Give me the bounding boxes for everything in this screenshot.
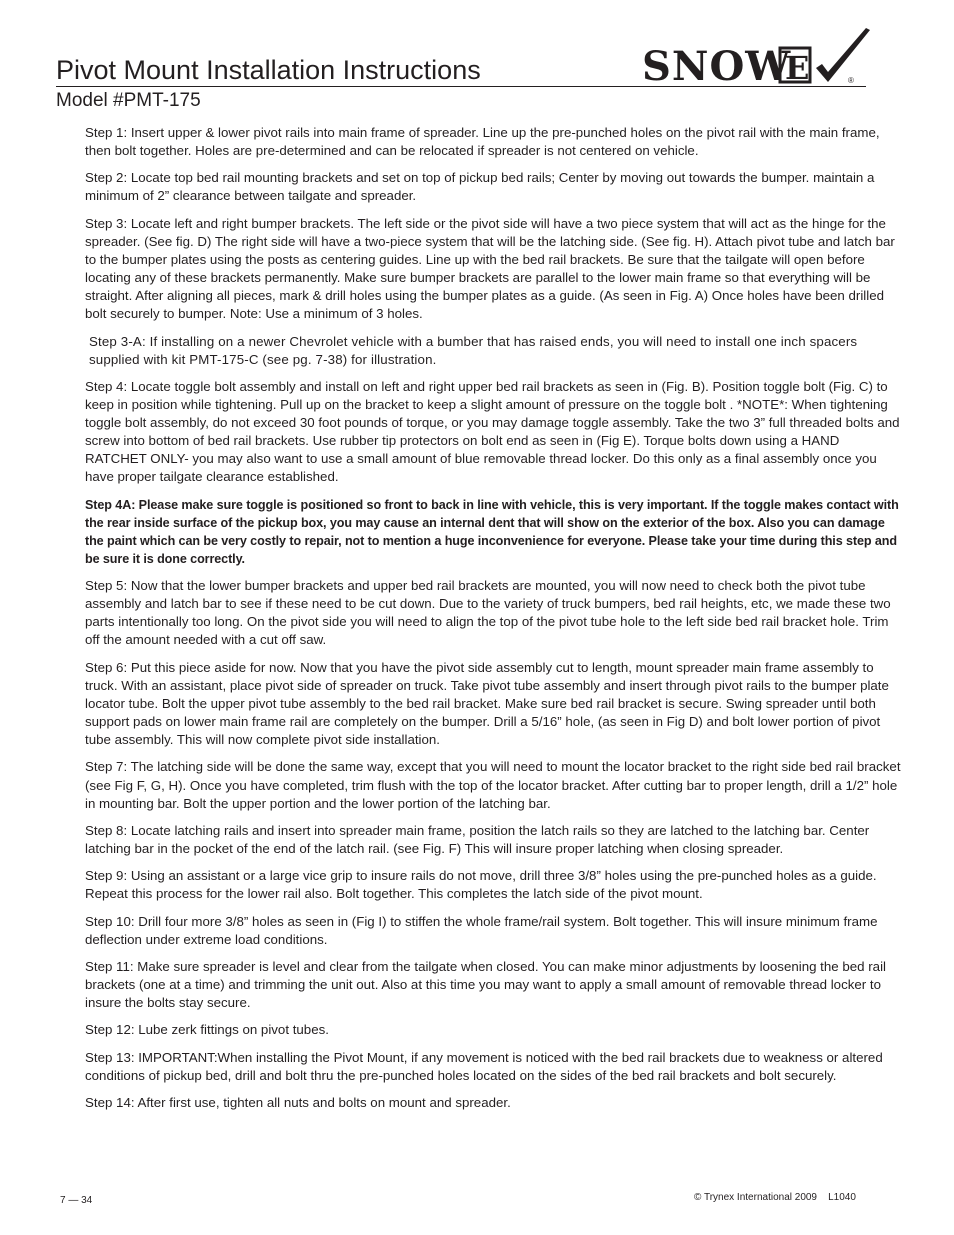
step-13: Step 13: IMPORTANT:When installing the Pivot Mount, if any movement is noticed with the bed rail brackets due to weakness or altered conditions of pickup bed, drill and bolt thru the pre-punched holes located on the sides of the bed rail brackets and bolt securely. (85, 1049, 883, 1083)
step-14: Step 14: After first use, tighten all nuts and bolts on mount and spreader. (85, 1095, 511, 1111)
step-1: Step 1: Insert upper & lower pivot rails into main frame of spreader. Line up the pre-punched holes on the pivot rail with the main frame, then bolt together. Holes are pre-determined and can be relocated if spreader is not centered on vehicle. (85, 125, 880, 159)
header-rule (56, 86, 866, 87)
page-number: 7 — 34 (60, 1195, 93, 1206)
step-3: Step 3: Locate left and right bumper brackets. The left side or the pivot side will have a two piece system that will act as the hinge for the spreader. (See fig. D) The right side will have a two-piece system that will be the latching side. (See fig. H). Attach pivot tube and latch bar to the bumper plates using the posts as centering guides. Line up with the bed rail brackets. Be sure that the tailgate will open before locating any of these brackets permanently. Make sure bumper brackets are parallel to the lower main frame so that everything will be straight. After aligning all pieces, mark & drill holes using the bumper plates as a guide. (As seen in Fig. A) Once holes have been drilled bolt securely to bumper. Note: Use a minimum of 3 holes. (85, 215, 895, 322)
step-6: Step 6: Put this piece aside for now. Now that you have the pivot side assembly cut to length, mount spreader main frame assembly to truck. With an assistant, place pivot side of spreader on truck. Take pivot tube assembly and insert through pivot rails to the bumper plate locator tube. Bolt the upper pivot tube assembly to the bed rail bracket. Make sure bed rail bracket is secure. Swing spreader until both support pads on lower main frame rail are completely on the bumper. Drill a 5/16” hole, (as seen in Fig D) and bolt lower portion of pivot tube assembly. This will now complete pivot side installation. (85, 659, 889, 748)
step-9: Step 9: Using an assistant or a large vice grip to insure rails do not move, drill three 3/8” holes using the pre-punched holes as a guide. Repeat this process for the lower rail also. Bolt together. This completes the latch side of the pivot mount. (85, 868, 877, 902)
step-3a: Step 3-A: If installing on a newer Chevrolet vehicle with a bumber that has raised ends, you will need to install one inch spacers supplied with kit PMT-175-C (see pg. 7-38) for illustration. (89, 333, 858, 367)
step-12: Step 12: Lube zerk fittings on pivot tubes. (85, 1022, 329, 1038)
step-7: Step 7: The latching side will be done the same way, except that you will need to mount the locator bracket to the right side bed rail bracket (see Fig F, G, H). Once you have completed, trim flush with the top of the locator bracket. After cutting bar to proper length, drill a 1/2” hole in mounting bar. Bolt the upper portion and the lower portion of the latching bar. (85, 759, 901, 811)
step-10: Step 10: Drill four more 3/8” holes as seen in (Fig I) to stiffen the whole frame/rail system. Bolt together. This will insure minimum frame deflection under extreme load conditions. (85, 913, 878, 947)
snowex-logo-text: SNOW (642, 43, 792, 86)
copyright: © Trynex International 2009 L1040 (694, 1192, 856, 1203)
page-title: Pivot Mount Installation Instructions (56, 55, 481, 85)
step-4a-warning: Step 4A: Please make sure toggle is positioned so front to back in line with vehicle, this is very important. If the toggle makes contact with the rear inside surface of the pickup box, you may cause an internal dent that will show on the exterior of the box. Also you can damage the paint which can be very costly to repair, not to mention a huge inconvenience for everyone. Please take your time during this step and be sure it is done correctly. (85, 497, 899, 566)
step-5: Step 5: Now that the lower bumper brackets and upper bed rail brackets are mounted, you will now need to check both the pivot tube assembly and latch bar to see if these need to be cut down. Due to the variety of truck bumpers, bed rail heights, etc, we made these two parts intentionally too long. On the pivot side you will need to align the top of the pivot tube hole to the left side bed rail bracket hole. Trim off the amount needed with a cut off saw. (85, 578, 891, 648)
step-2: Step 2: Locate top bed rail mounting brackets and set on top of pickup bed rails; Center by moving out towards the bumper. maintain a minimum of 2” clearance between tailgate and spreader. (85, 170, 875, 204)
step-11: Step 11: Make sure spreader is level and clear from the tailgate when closed. You can make minor adjustments by loosening the bed rail brackets (one at a time) and trimming the unit out. Also at this time you may want to apply a small amount of removable thread locker to insure the bolts stay secure. (85, 959, 886, 1011)
step-8: Step 8: Locate latching rails and insert into spreader main frame, position the latch rails so they are latched to the latching bar. Center latching bar in the pocket of the end of the latch rail. (see Fig. F) This will insure proper latching when closing spreader. (85, 822, 870, 856)
model-number: Model #PMT-175 (56, 90, 201, 111)
step-4: Step 4: Locate toggle bolt assembly and install on left and right upper bed rail brackets as seen in (Fig. B). Position toggle bolt (Fig. C) to keep in position while tightening. Pull up on the bracket to keep a slight amount of pressure on the toggle bolt . *NOTE*: When tightening toggle bolt assembly, do not exceed 30 foot pounds of torque, or you may damage toggle assembly. Take the two 3” full threaded bolts and screw into bottom of bed rail brackets. Use rubber tip protectors on bolt end as seen in (Fig E). Torque bolts down using a HAND RATCHET ONLY- you may also want to use a small amount of blue removable thread locker. Do this only as a final assembly once you have proper tailgate clearance established. (85, 378, 900, 485)
svg-text:E: E (785, 49, 810, 86)
snowex-logo (640, 28, 876, 86)
instructions-body (85, 124, 903, 1121)
svg-text:®: ® (848, 76, 854, 85)
